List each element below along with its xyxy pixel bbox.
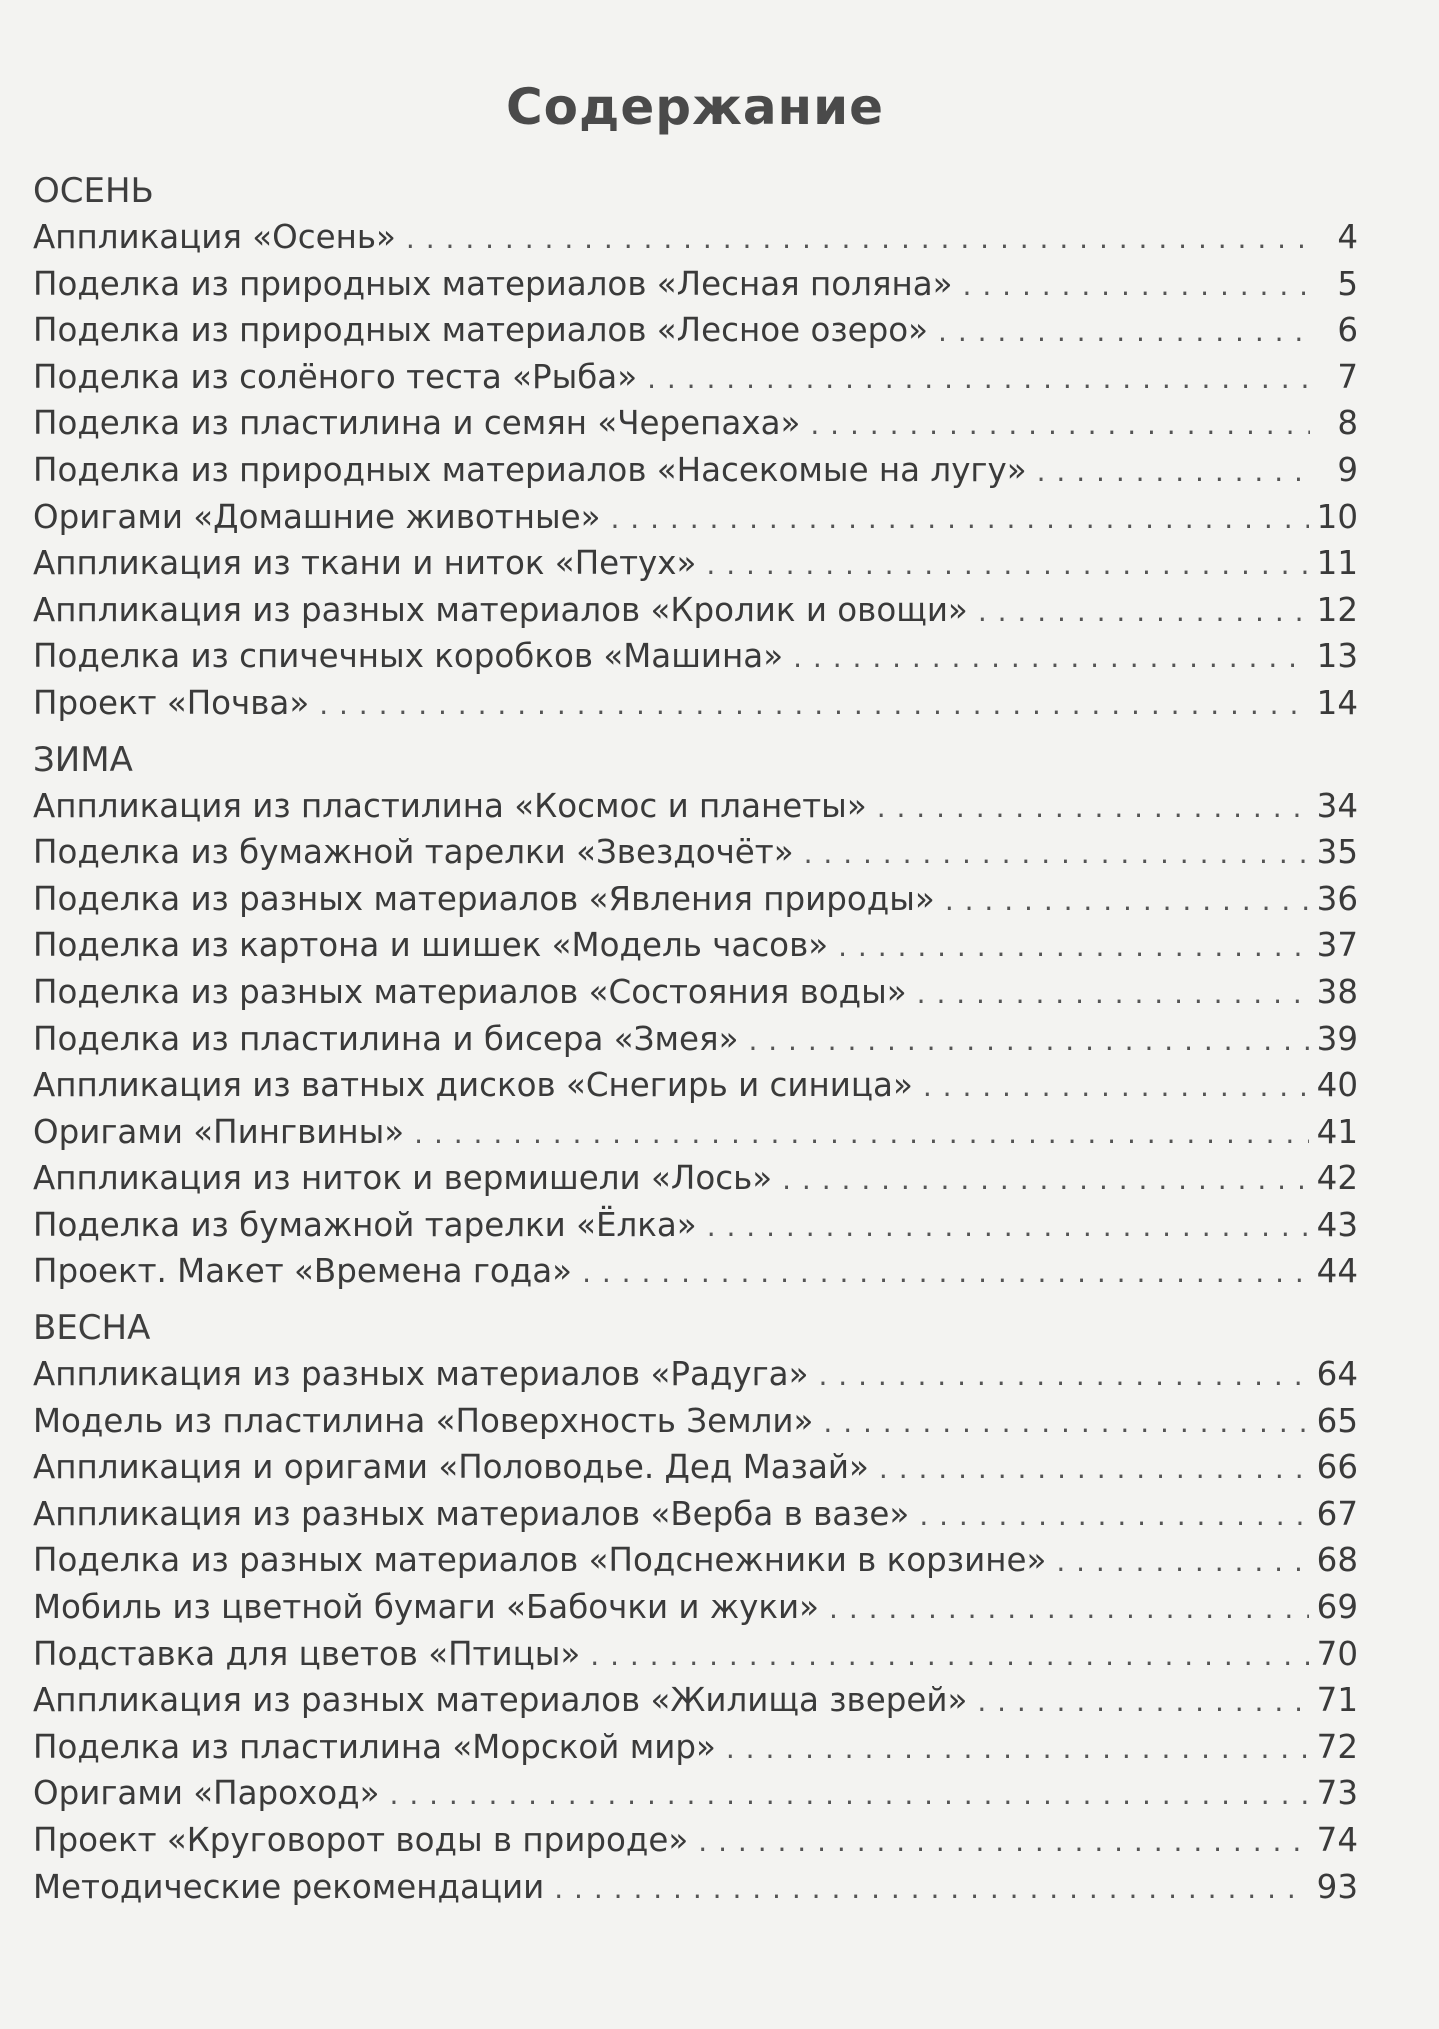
toc-entry-label: Поделка из солёного теста «Рыба»: [33, 357, 638, 396]
toc-entry[interactable]: [33, 1770, 1358, 1817]
toc-entry-page-number: 8: [1337, 404, 1358, 443]
toc-entry[interactable]: [33, 494, 1358, 541]
toc-entry-label: Поделка из природных материалов «Лесная поляна»: [33, 264, 953, 303]
toc-entry-page-number: 13: [1316, 637, 1358, 676]
toc-entry[interactable]: [33, 1491, 1358, 1538]
toc-entry[interactable]: [33, 1537, 1358, 1584]
toc-entry-label: Проект. Макет «Времена года»: [33, 1252, 573, 1291]
dot-leader: [810, 402, 1310, 449]
dot-leader: [838, 924, 1309, 971]
toc-entry-page-number: 74: [1316, 1821, 1358, 1859]
toc-entry[interactable]: [33, 1677, 1358, 1724]
toc-entry[interactable]: [33, 400, 1358, 447]
toc-entry[interactable]: [33, 307, 1358, 354]
dot-leader: [938, 309, 1310, 356]
toc-entry-page-number: 71: [1316, 1681, 1358, 1720]
toc-entry-label: Аппликация из ниток и вермишели «Лось»: [33, 1159, 773, 1198]
dot-leader: [748, 1018, 1308, 1065]
toc-entry-page-number: 5: [1337, 264, 1358, 303]
toc-entry-page-number: 70: [1316, 1634, 1358, 1673]
dot-leader: [582, 1250, 1309, 1297]
dot-leader: [793, 635, 1309, 682]
toc-entry-label: Поделка из бумажной тарелки «Ёлка»: [33, 1205, 697, 1244]
toc-entry-page-number: 73: [1316, 1774, 1358, 1813]
toc-entry[interactable]: [33, 783, 1358, 830]
toc-entry-page-number: 14: [1316, 683, 1358, 722]
toc-entry-label: Поделка из пластилина и бисера «Змея»: [33, 1019, 739, 1058]
toc-entry-page-number: 4: [1337, 218, 1358, 256]
page-title: Содержание: [505, 78, 885, 136]
toc-entry-page-number: 9: [1337, 450, 1358, 489]
toc-entry-page-number: 65: [1316, 1401, 1358, 1440]
toc-entry[interactable]: [33, 214, 1358, 261]
dot-leader: [804, 831, 1309, 878]
toc-entry[interactable]: [33, 354, 1358, 401]
toc-entry-page-number: 6: [1337, 311, 1358, 350]
toc-entry-label: Методические рекомендации: [33, 1867, 545, 1906]
toc-entry-label: Аппликация из ткани и ниток «Петух»: [33, 544, 697, 583]
section-entries: [33, 783, 1358, 1296]
dot-leader: [879, 1446, 1309, 1493]
toc-entry-page-number: 11: [1316, 544, 1358, 583]
toc-entry-label: Поделка из разных материалов «Подснежники в корзине»: [33, 1541, 1047, 1580]
toc-entry-page-number: 42: [1316, 1159, 1358, 1198]
dot-leader: [1037, 449, 1310, 496]
toc-entry-label: Аппликация из разных материалов «Кролик и овощи»: [33, 590, 968, 629]
dot-leader: [978, 589, 1309, 636]
toc-section-2: [33, 737, 1358, 1296]
toc-entry-page-number: 69: [1316, 1588, 1358, 1627]
dot-leader: [945, 878, 1309, 925]
dot-leader: [782, 1157, 1309, 1204]
toc-entry[interactable]: [33, 633, 1358, 680]
toc-entry-page-number: 12: [1316, 590, 1358, 629]
toc-entry-label: Поделка из картона и шишек «Модель часов»: [33, 926, 829, 965]
dot-leader: [706, 542, 1308, 589]
toc-entry-page-number: 41: [1316, 1112, 1358, 1151]
toc-entry-label: Аппликация из разных материалов «Верба в вазе»: [33, 1494, 910, 1533]
dot-leader: [917, 971, 1309, 1018]
toc-entry-label: Поделка из природных материалов «Насекомые на лугу»: [33, 450, 1027, 489]
toc-entry-page-number: 7: [1337, 357, 1358, 396]
toc-entry[interactable]: [33, 1864, 1358, 1911]
toc-entry-page-number: 37: [1316, 926, 1358, 965]
toc-entry[interactable]: [33, 680, 1358, 727]
dot-leader: [923, 1064, 1309, 1111]
toc-entry-label: Аппликация из разных материалов «Радуга»: [33, 1355, 809, 1394]
section-heading: ВЕСНА: [33, 1308, 151, 1349]
toc-entry-page-number: 43: [1316, 1205, 1358, 1244]
section-entries: [33, 214, 1358, 727]
toc-entry-page-number: 67: [1316, 1494, 1358, 1533]
toc-entry-label: Оригами «Пароход»: [33, 1774, 380, 1813]
toc-entry-page-number: 35: [1316, 833, 1358, 872]
toc-entry[interactable]: [33, 1062, 1358, 1109]
dot-leader: [919, 1493, 1308, 1540]
section-heading: ЗИМА: [33, 739, 133, 780]
toc-entry-page-number: 72: [1316, 1727, 1358, 1766]
toc-entry[interactable]: [33, 969, 1358, 1016]
toc-entry-label: Модель из пластилина «Поверхность Земли»: [33, 1401, 814, 1440]
toc-entry[interactable]: [33, 1724, 1358, 1771]
dot-leader: [823, 1400, 1308, 1447]
toc-entry-page-number: 64: [1316, 1355, 1358, 1394]
toc-entry-page-number: 68: [1316, 1541, 1358, 1580]
section-heading: ОСЕНЬ: [33, 171, 154, 211]
toc-entry[interactable]: [33, 876, 1358, 923]
toc-entry-label: Оригами «Пингвины»: [33, 1112, 405, 1151]
dot-leader: [590, 1633, 1308, 1680]
toc-section-1: [33, 168, 1358, 727]
dot-leader: [877, 785, 1309, 832]
dot-leader: [726, 1726, 1309, 1773]
section-entries: [33, 1351, 1358, 1910]
toc-entry[interactable]: [33, 829, 1358, 876]
toc-entry-label: Аппликация из пластилина «Космос и планеты»: [33, 786, 867, 825]
toc-entry-page-number: 39: [1316, 1019, 1358, 1058]
toc-entry[interactable]: [33, 1351, 1358, 1398]
toc-entry[interactable]: [33, 1398, 1358, 1445]
dot-leader: [707, 1204, 1309, 1251]
toc-entry[interactable]: [33, 540, 1358, 587]
toc-entry-label: Проект «Круговорот воды в природе»: [33, 1821, 689, 1859]
toc-section-3: [33, 1305, 1358, 1910]
dot-leader: [647, 356, 1310, 403]
toc-entry-page-number: 93: [1316, 1867, 1358, 1906]
dot-leader: [319, 682, 1308, 729]
toc-entry[interactable]: [33, 1248, 1358, 1295]
dot-leader: [963, 263, 1310, 310]
dot-leader: [406, 216, 1310, 263]
toc-entry-label: Поделка из пластилина и семян «Черепаха»: [33, 404, 801, 443]
table-of-contents: [33, 168, 1358, 1920]
dot-leader: [554, 1866, 1308, 1913]
toc-entry[interactable]: [33, 1584, 1358, 1631]
toc-entry-label: Проект «Почва»: [33, 683, 310, 722]
toc-entry[interactable]: [33, 1444, 1358, 1491]
toc-entry-label: Аппликация из разных материалов «Жилища зверей»: [33, 1681, 968, 1720]
dot-leader: [818, 1353, 1308, 1400]
toc-entry-label: Поделка из спичечных коробков «Машина»: [33, 637, 784, 676]
toc-entry-label: Аппликация из ватных дисков «Снегирь и синица»: [33, 1066, 913, 1105]
toc-entry[interactable]: [33, 261, 1358, 308]
dot-leader: [390, 1772, 1309, 1819]
toc-entry[interactable]: [33, 447, 1358, 494]
toc-entry-label: Поделка из разных материалов «Состояния воды»: [33, 972, 907, 1011]
toc-entry[interactable]: [33, 1202, 1358, 1249]
toc-entry[interactable]: [33, 1817, 1358, 1864]
toc-entry-label: Мобиль из цветной бумаги «Бабочки и жуки»: [33, 1588, 820, 1627]
toc-entry[interactable]: [33, 1109, 1358, 1156]
toc-entry-page-number: 38: [1316, 972, 1358, 1011]
toc-entry-page-number: 36: [1316, 879, 1358, 918]
toc-entry-page-number: 10: [1316, 497, 1358, 536]
dot-leader: [1056, 1539, 1308, 1586]
toc-entry-label: Поделка из пластилина «Морской мир»: [33, 1727, 716, 1766]
toc-entry-label: Подставка для цветов «Птицы»: [33, 1634, 581, 1673]
dot-leader: [610, 496, 1308, 543]
dot-leader: [829, 1586, 1309, 1633]
toc-entry[interactable]: [33, 922, 1358, 969]
toc-entry-label: Поделка из природных материалов «Лесное озеро»: [33, 311, 929, 350]
toc-entry[interactable]: [33, 1155, 1358, 1202]
toc-entry-page-number: 34: [1316, 786, 1358, 825]
toc-entry[interactable]: [33, 1631, 1358, 1678]
toc-entry[interactable]: [33, 1016, 1358, 1063]
toc-entry-label: Аппликация «Осень»: [33, 218, 396, 256]
toc-entry-label: Оригами «Домашние животные»: [33, 497, 601, 536]
toc-entry-page-number: 44: [1316, 1252, 1358, 1291]
dot-leader: [698, 1819, 1308, 1866]
toc-entry-page-number: 40: [1316, 1066, 1358, 1105]
dot-leader: [414, 1111, 1309, 1158]
dot-leader: [977, 1679, 1308, 1726]
toc-entry[interactable]: [33, 587, 1358, 634]
toc-entry-label: Поделка из бумажной тарелки «Звездочёт»: [33, 833, 794, 872]
toc-entry-label: Аппликация и оригами «Половодье. Дед Мазай»: [33, 1448, 869, 1487]
toc-entry-label: Поделка из разных материалов «Явления природы»: [33, 879, 935, 918]
toc-entry-page-number: 66: [1316, 1448, 1358, 1487]
